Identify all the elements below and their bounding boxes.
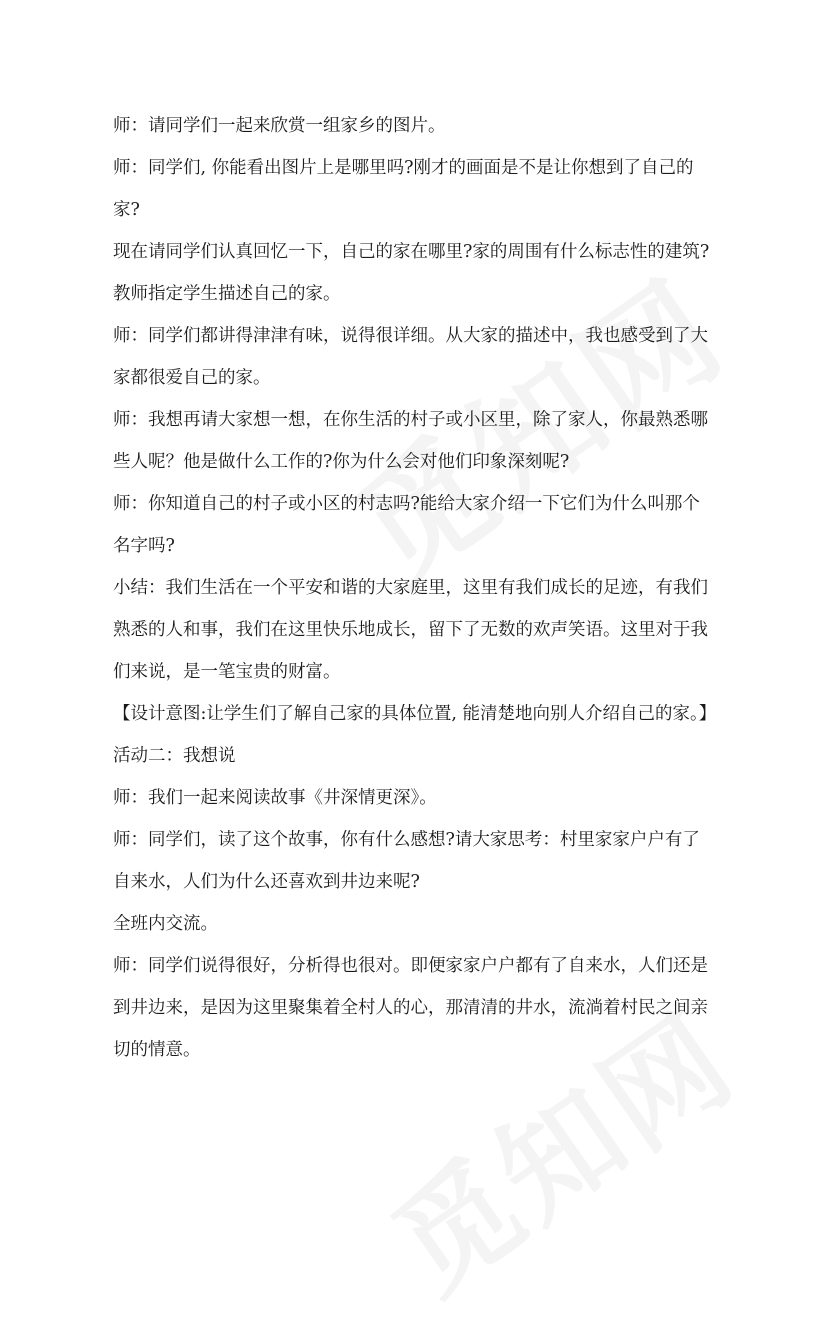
paragraph: 师：你知道自己的村子或小区的村志吗?能给大家介绍一下它们为什么叫那个名字吗? (113, 494, 700, 556)
section-heading: 活动二：我想说 (113, 746, 236, 766)
paragraph: 师：我们一起来阅读故事《井深情更深》。 (113, 788, 437, 808)
paragraph: 教师指定学生描述自己的家。 (113, 284, 341, 304)
document-body (113, 105, 717, 1071)
paragraph: 师：同学们, 你能看出图片上是哪里吗?刚才的画面是不是让你想到了自己的家? (113, 158, 694, 220)
paragraph: 师：同学们都讲得津津有味，说得很详细。从大家的描述中，我也感受到了大家都很爱自己的家。 (113, 326, 708, 388)
paragraph: 小结：我们生活在一个平安和谐的大家庭里，这里有我们成长的足迹，有我们熟悉的人和事，我们在这里快乐地成长，留下了无数的欢声笑语。这里对于我们来说，是一笔宝贵的财富。 (113, 578, 708, 682)
paragraph: 师：同学们说得很好，分析得也很对。即便家家户户都有了自来水，人们还是到井边来，是因为这里聚集着全村人的心，那清清的井水，流淌着村民之间亲切的情意。 (113, 956, 708, 1060)
paragraph: 全班内交流。 (113, 914, 218, 934)
paragraph: 师：我想再请大家想一想，在你生活的村子或小区里，除了家人，你最熟悉哪些人呢？他是做什么工作的?你为什么会对他们印象深刻呢? (113, 410, 708, 472)
paragraph: 师：同学们，读了这个故事，你有什么感想?请大家思考：村里家家户户有了自来水，人们为什么还喜欢到井边来呢? (113, 830, 700, 892)
paragraph: 现在请同学们认真回忆一下，自己的家在哪里?家的周围有什么标志性的建筑? (113, 242, 710, 262)
design-intent-note: 【设计意图:让学生们了解自己家的具体位置, 能清楚地向别人介绍自己的家。】 (113, 704, 717, 724)
paragraph: 师：请同学们一起来欣赏一组家乡的图片。 (113, 116, 446, 136)
